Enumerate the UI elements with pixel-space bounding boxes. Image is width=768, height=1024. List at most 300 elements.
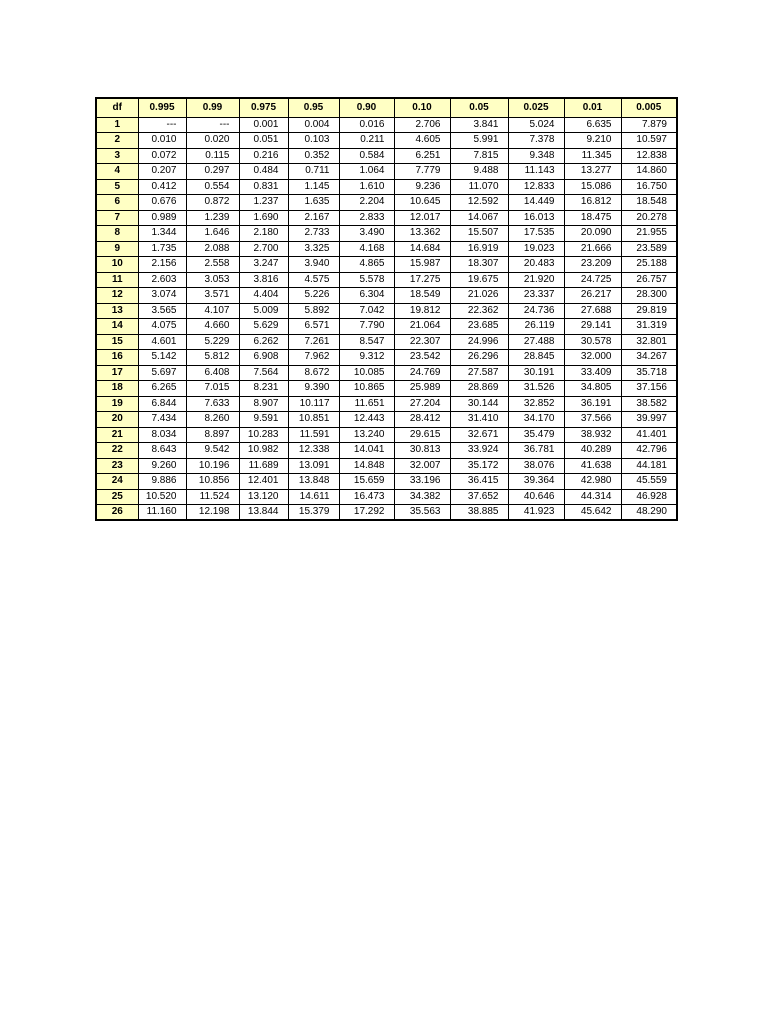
value-cell: 8.034 — [138, 427, 186, 443]
value-cell: 29.141 — [564, 319, 621, 335]
value-cell: 4.404 — [239, 288, 288, 304]
value-cell: 2.204 — [339, 195, 394, 211]
value-cell: 7.015 — [186, 381, 239, 397]
value-cell: 35.718 — [621, 365, 677, 381]
value-cell: 30.144 — [450, 396, 508, 412]
value-cell: 40.646 — [508, 489, 564, 505]
value-cell: 45.559 — [621, 474, 677, 490]
value-cell: 5.629 — [239, 319, 288, 335]
df-cell: 15 — [96, 334, 138, 350]
value-cell: 2.833 — [339, 210, 394, 226]
header-cell-probability: 0.90 — [339, 98, 394, 117]
value-cell: 33.196 — [394, 474, 450, 490]
value-cell: 3.247 — [239, 257, 288, 273]
value-cell: 0.989 — [138, 210, 186, 226]
value-cell: 0.584 — [339, 148, 394, 164]
value-cell: 9.886 — [138, 474, 186, 490]
table-header-row — [96, 98, 677, 117]
value-cell: 23.337 — [508, 288, 564, 304]
value-cell: 32.000 — [564, 350, 621, 366]
value-cell: 35.479 — [508, 427, 564, 443]
value-cell: 0.051 — [239, 133, 288, 149]
value-cell: 11.070 — [450, 179, 508, 195]
df-cell: 8 — [96, 226, 138, 242]
value-cell: 17.292 — [339, 505, 394, 521]
value-cell: --- — [138, 117, 186, 133]
df-cell: 6 — [96, 195, 138, 211]
value-cell: 18.307 — [450, 257, 508, 273]
value-cell: 10.851 — [288, 412, 339, 428]
value-cell: 0.216 — [239, 148, 288, 164]
value-cell: 8.643 — [138, 443, 186, 459]
value-cell: 7.434 — [138, 412, 186, 428]
value-cell: 20.090 — [564, 226, 621, 242]
value-cell: 40.289 — [564, 443, 621, 459]
value-cell: 1.735 — [138, 241, 186, 257]
value-cell: 22.362 — [450, 303, 508, 319]
value-cell: 9.348 — [508, 148, 564, 164]
value-cell: 6.571 — [288, 319, 339, 335]
value-cell: 12.401 — [239, 474, 288, 490]
value-cell: 7.042 — [339, 303, 394, 319]
value-cell: 15.987 — [394, 257, 450, 273]
value-cell: 5.812 — [186, 350, 239, 366]
value-cell: 3.940 — [288, 257, 339, 273]
value-cell: 1.064 — [339, 164, 394, 180]
df-cell: 23 — [96, 458, 138, 474]
value-cell: 14.067 — [450, 210, 508, 226]
header-cell-probability: 0.99 — [186, 98, 239, 117]
df-cell: 25 — [96, 489, 138, 505]
value-cell: 31.319 — [621, 319, 677, 335]
value-cell: 5.009 — [239, 303, 288, 319]
value-cell: 30.813 — [394, 443, 450, 459]
value-cell: 9.591 — [239, 412, 288, 428]
value-cell: 0.016 — [339, 117, 394, 133]
value-cell: 20.278 — [621, 210, 677, 226]
value-cell: 24.996 — [450, 334, 508, 350]
value-cell: 13.362 — [394, 226, 450, 242]
value-cell: 3.571 — [186, 288, 239, 304]
value-cell: 1.344 — [138, 226, 186, 242]
table-row — [96, 458, 677, 474]
value-cell: 16.750 — [621, 179, 677, 195]
df-cell: 14 — [96, 319, 138, 335]
value-cell: 39.997 — [621, 412, 677, 428]
value-cell: 5.024 — [508, 117, 564, 133]
df-cell: 11 — [96, 272, 138, 288]
value-cell: 15.086 — [564, 179, 621, 195]
table-row — [96, 148, 677, 164]
value-cell: 0.872 — [186, 195, 239, 211]
table-row — [96, 179, 677, 195]
df-cell: 5 — [96, 179, 138, 195]
value-cell: 2.180 — [239, 226, 288, 242]
value-cell: 0.001 — [239, 117, 288, 133]
value-cell: 4.075 — [138, 319, 186, 335]
value-cell: 12.838 — [621, 148, 677, 164]
value-cell: 2.733 — [288, 226, 339, 242]
header-cell-probability: 0.005 — [621, 98, 677, 117]
table-row — [96, 350, 677, 366]
value-cell: 10.856 — [186, 474, 239, 490]
df-cell: 19 — [96, 396, 138, 412]
df-cell: 26 — [96, 505, 138, 521]
value-cell: 7.790 — [339, 319, 394, 335]
value-cell: 34.267 — [621, 350, 677, 366]
value-cell: 14.041 — [339, 443, 394, 459]
df-cell: 2 — [96, 133, 138, 149]
value-cell: 30.191 — [508, 365, 564, 381]
value-cell: 46.928 — [621, 489, 677, 505]
value-cell: 36.415 — [450, 474, 508, 490]
value-cell: 9.390 — [288, 381, 339, 397]
value-cell: 12.017 — [394, 210, 450, 226]
value-cell: 0.004 — [288, 117, 339, 133]
value-cell: 44.181 — [621, 458, 677, 474]
value-cell: 32.801 — [621, 334, 677, 350]
value-cell: 19.023 — [508, 241, 564, 257]
value-cell: 5.578 — [339, 272, 394, 288]
table-viewport — [95, 97, 678, 517]
value-cell: 23.589 — [621, 241, 677, 257]
value-cell: 0.020 — [186, 133, 239, 149]
value-cell: 41.401 — [621, 427, 677, 443]
value-cell: 10.645 — [394, 195, 450, 211]
df-cell: 7 — [96, 210, 138, 226]
df-cell: 22 — [96, 443, 138, 459]
value-cell: 19.675 — [450, 272, 508, 288]
value-cell: 4.660 — [186, 319, 239, 335]
value-cell: 7.879 — [621, 117, 677, 133]
value-cell: 34.170 — [508, 412, 564, 428]
value-cell: 5.697 — [138, 365, 186, 381]
value-cell: 28.412 — [394, 412, 450, 428]
value-cell: 1.635 — [288, 195, 339, 211]
value-cell: 24.769 — [394, 365, 450, 381]
value-cell: 5.229 — [186, 334, 239, 350]
value-cell: 13.848 — [288, 474, 339, 490]
df-cell: 21 — [96, 427, 138, 443]
value-cell: 22.307 — [394, 334, 450, 350]
value-cell: 16.919 — [450, 241, 508, 257]
value-cell: 25.188 — [621, 257, 677, 273]
header-cell-df: df — [96, 98, 138, 117]
value-cell: 26.296 — [450, 350, 508, 366]
value-cell: 14.684 — [394, 241, 450, 257]
table-row — [96, 195, 677, 211]
value-cell: 7.962 — [288, 350, 339, 366]
value-cell: 2.167 — [288, 210, 339, 226]
value-cell: 10.117 — [288, 396, 339, 412]
value-cell: 6.844 — [138, 396, 186, 412]
value-cell: 0.207 — [138, 164, 186, 180]
value-cell: 2.603 — [138, 272, 186, 288]
value-cell: 10.520 — [138, 489, 186, 505]
value-cell: 11.689 — [239, 458, 288, 474]
value-cell: 5.226 — [288, 288, 339, 304]
value-cell: 36.191 — [564, 396, 621, 412]
value-cell: 10.597 — [621, 133, 677, 149]
value-cell: 1.690 — [239, 210, 288, 226]
value-cell: 3.565 — [138, 303, 186, 319]
value-cell: 29.615 — [394, 427, 450, 443]
value-cell: 2.558 — [186, 257, 239, 273]
value-cell: 12.592 — [450, 195, 508, 211]
value-cell: 1.646 — [186, 226, 239, 242]
value-cell: 26.217 — [564, 288, 621, 304]
value-cell: 0.352 — [288, 148, 339, 164]
value-cell: 7.378 — [508, 133, 564, 149]
value-cell: 7.633 — [186, 396, 239, 412]
value-cell: 0.211 — [339, 133, 394, 149]
value-cell: 8.231 — [239, 381, 288, 397]
value-cell: 13.844 — [239, 505, 288, 521]
header-cell-probability: 0.10 — [394, 98, 450, 117]
value-cell: 13.120 — [239, 489, 288, 505]
df-cell: 20 — [96, 412, 138, 428]
table-row — [96, 474, 677, 490]
value-cell: 2.156 — [138, 257, 186, 273]
value-cell: 23.685 — [450, 319, 508, 335]
value-cell: 11.160 — [138, 505, 186, 521]
header-cell-probability: 0.95 — [288, 98, 339, 117]
value-cell: 31.526 — [508, 381, 564, 397]
value-cell: 3.841 — [450, 117, 508, 133]
value-cell: 16.013 — [508, 210, 564, 226]
value-cell: 3.816 — [239, 272, 288, 288]
value-cell: 11.345 — [564, 148, 621, 164]
value-cell: 35.563 — [394, 505, 450, 521]
value-cell: 10.865 — [339, 381, 394, 397]
value-cell: 0.484 — [239, 164, 288, 180]
df-cell: 3 — [96, 148, 138, 164]
header-cell-probability: 0.995 — [138, 98, 186, 117]
value-cell: 1.145 — [288, 179, 339, 195]
value-cell: 36.781 — [508, 443, 564, 459]
value-cell: 0.115 — [186, 148, 239, 164]
value-cell: 12.198 — [186, 505, 239, 521]
table-row — [96, 396, 677, 412]
value-cell: 28.300 — [621, 288, 677, 304]
table-row — [96, 412, 677, 428]
value-cell: 16.473 — [339, 489, 394, 505]
value-cell: 41.638 — [564, 458, 621, 474]
value-cell: 27.688 — [564, 303, 621, 319]
value-cell: 39.364 — [508, 474, 564, 490]
value-cell: 17.535 — [508, 226, 564, 242]
table-row — [96, 133, 677, 149]
value-cell: 8.897 — [186, 427, 239, 443]
table-row — [96, 303, 677, 319]
header-cell-probability: 0.05 — [450, 98, 508, 117]
value-cell: 32.852 — [508, 396, 564, 412]
value-cell: 33.409 — [564, 365, 621, 381]
value-cell: 27.204 — [394, 396, 450, 412]
table-row — [96, 164, 677, 180]
value-cell: 23.542 — [394, 350, 450, 366]
value-cell: 2.706 — [394, 117, 450, 133]
value-cell: 9.488 — [450, 164, 508, 180]
value-cell: 6.408 — [186, 365, 239, 381]
value-cell: 18.475 — [564, 210, 621, 226]
value-cell: 0.554 — [186, 179, 239, 195]
value-cell: 2.088 — [186, 241, 239, 257]
value-cell: 6.304 — [339, 288, 394, 304]
value-cell: 32.007 — [394, 458, 450, 474]
value-cell: 14.611 — [288, 489, 339, 505]
value-cell: 18.549 — [394, 288, 450, 304]
value-cell: 15.379 — [288, 505, 339, 521]
table-header — [96, 98, 677, 117]
df-cell: 16 — [96, 350, 138, 366]
value-cell: 0.831 — [239, 179, 288, 195]
value-cell: 2.700 — [239, 241, 288, 257]
value-cell: 6.635 — [564, 117, 621, 133]
value-cell: 3.325 — [288, 241, 339, 257]
value-cell: 12.833 — [508, 179, 564, 195]
value-cell: 5.142 — [138, 350, 186, 366]
value-cell: 24.736 — [508, 303, 564, 319]
value-cell: 21.064 — [394, 319, 450, 335]
value-cell: 11.591 — [288, 427, 339, 443]
table-row — [96, 288, 677, 304]
value-cell: 8.547 — [339, 334, 394, 350]
table-row — [96, 334, 677, 350]
value-cell: 35.172 — [450, 458, 508, 474]
value-cell: 42.796 — [621, 443, 677, 459]
value-cell: 0.010 — [138, 133, 186, 149]
value-cell: 41.923 — [508, 505, 564, 521]
table-row — [96, 319, 677, 335]
value-cell: 13.091 — [288, 458, 339, 474]
value-cell: 10.085 — [339, 365, 394, 381]
value-cell: 10.283 — [239, 427, 288, 443]
value-cell: 9.312 — [339, 350, 394, 366]
value-cell: 7.261 — [288, 334, 339, 350]
value-cell: 5.892 — [288, 303, 339, 319]
value-cell: 38.582 — [621, 396, 677, 412]
value-cell: 38.885 — [450, 505, 508, 521]
value-cell: 19.812 — [394, 303, 450, 319]
value-cell: 4.107 — [186, 303, 239, 319]
df-cell: 18 — [96, 381, 138, 397]
value-cell: 21.666 — [564, 241, 621, 257]
value-cell: 18.548 — [621, 195, 677, 211]
value-cell: 6.908 — [239, 350, 288, 366]
value-cell: 27.587 — [450, 365, 508, 381]
chi-square-table — [95, 97, 678, 521]
table-row — [96, 427, 677, 443]
value-cell: 8.260 — [186, 412, 239, 428]
value-cell: 29.819 — [621, 303, 677, 319]
header-cell-probability: 0.01 — [564, 98, 621, 117]
value-cell: 37.652 — [450, 489, 508, 505]
value-cell: 1.239 — [186, 210, 239, 226]
value-cell: 38.932 — [564, 427, 621, 443]
value-cell: 8.907 — [239, 396, 288, 412]
value-cell: 26.119 — [508, 319, 564, 335]
value-cell: 34.382 — [394, 489, 450, 505]
value-cell: 11.143 — [508, 164, 564, 180]
table-row — [96, 365, 677, 381]
value-cell: 0.297 — [186, 164, 239, 180]
value-cell: 24.725 — [564, 272, 621, 288]
value-cell: 0.676 — [138, 195, 186, 211]
value-cell: 15.659 — [339, 474, 394, 490]
table-row — [96, 226, 677, 242]
df-cell: 10 — [96, 257, 138, 273]
value-cell: 23.209 — [564, 257, 621, 273]
value-cell: 21.955 — [621, 226, 677, 242]
value-cell: 26.757 — [621, 272, 677, 288]
value-cell: 0.103 — [288, 133, 339, 149]
table-row — [96, 489, 677, 505]
table-row — [96, 272, 677, 288]
value-cell: 32.671 — [450, 427, 508, 443]
table-row — [96, 381, 677, 397]
df-cell: 13 — [96, 303, 138, 319]
value-cell: 45.642 — [564, 505, 621, 521]
table-row — [96, 210, 677, 226]
value-cell: 15.507 — [450, 226, 508, 242]
value-cell: 13.240 — [339, 427, 394, 443]
header-cell-probability: 0.975 — [239, 98, 288, 117]
value-cell: 4.575 — [288, 272, 339, 288]
value-cell: 6.262 — [239, 334, 288, 350]
df-cell: 24 — [96, 474, 138, 490]
value-cell: 9.260 — [138, 458, 186, 474]
table-row — [96, 117, 677, 133]
value-cell: 14.860 — [621, 164, 677, 180]
value-cell: 14.848 — [339, 458, 394, 474]
value-cell: 7.815 — [450, 148, 508, 164]
value-cell: 42.980 — [564, 474, 621, 490]
value-cell: 37.566 — [564, 412, 621, 428]
header-cell-probability: 0.025 — [508, 98, 564, 117]
value-cell: 3.074 — [138, 288, 186, 304]
value-cell: 10.196 — [186, 458, 239, 474]
table-row — [96, 505, 677, 521]
value-cell: 7.779 — [394, 164, 450, 180]
df-cell: 1 — [96, 117, 138, 133]
value-cell: 6.251 — [394, 148, 450, 164]
df-cell: 9 — [96, 241, 138, 257]
value-cell: 20.483 — [508, 257, 564, 273]
value-cell: 7.564 — [239, 365, 288, 381]
value-cell: 16.812 — [564, 195, 621, 211]
value-cell: 37.156 — [621, 381, 677, 397]
value-cell: 44.314 — [564, 489, 621, 505]
table-row — [96, 257, 677, 273]
value-cell: 17.275 — [394, 272, 450, 288]
value-cell: 9.236 — [394, 179, 450, 195]
value-cell: 4.168 — [339, 241, 394, 257]
value-cell: 1.237 — [239, 195, 288, 211]
value-cell: 5.991 — [450, 133, 508, 149]
value-cell: 21.026 — [450, 288, 508, 304]
table-row — [96, 443, 677, 459]
value-cell: 28.869 — [450, 381, 508, 397]
value-cell: 4.601 — [138, 334, 186, 350]
value-cell: 11.651 — [339, 396, 394, 412]
value-cell: 31.410 — [450, 412, 508, 428]
value-cell: 12.443 — [339, 412, 394, 428]
value-cell: 3.490 — [339, 226, 394, 242]
value-cell: 10.982 — [239, 443, 288, 459]
value-cell: 14.449 — [508, 195, 564, 211]
table-row — [96, 241, 677, 257]
